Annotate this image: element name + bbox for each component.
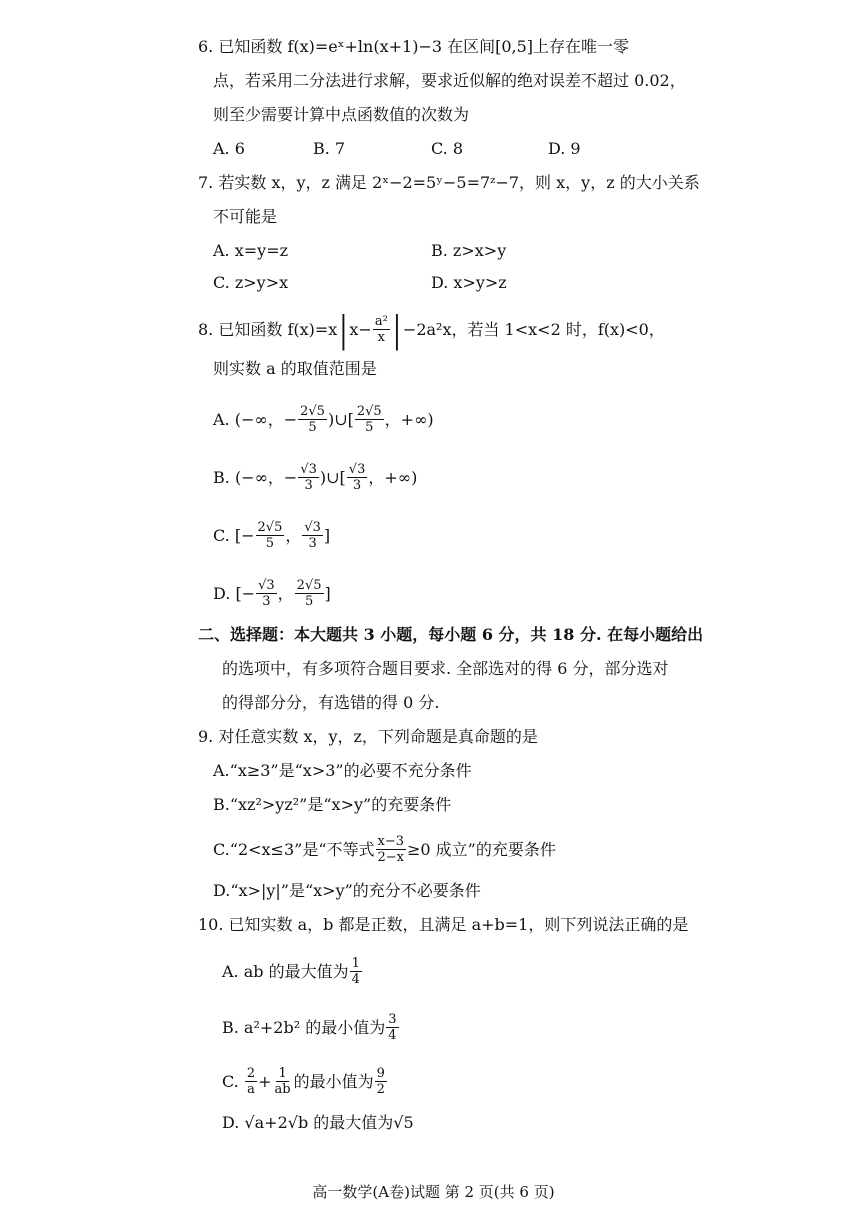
option-text: A. ab 的最大值为 [222, 961, 349, 981]
q9-option-a: A.“x≥3”是“x>3”的必要不充分条件 [213, 761, 472, 780]
frac-den: 3 [352, 478, 362, 493]
q8-prefix: 8. 已知函数 f(x)=x [198, 319, 338, 339]
q10-option-d: D. √a+2√b 的最大值为√5 [222, 1113, 414, 1132]
option-text: (−∞，− [234, 467, 298, 487]
q7-line2: 不可能是 [213, 207, 278, 226]
option-fraction [298, 462, 319, 493]
frac-num: √3 [300, 462, 317, 477]
q10-option-b [222, 1012, 400, 1043]
frac-den: 3 [308, 536, 317, 551]
option-text: [− [235, 583, 256, 603]
q10-option-c [222, 1066, 388, 1097]
frac-den: 3 [262, 594, 271, 609]
q6-line3: 则至少需要计算中点函数值的次数为 [213, 105, 470, 124]
q6-option-a: A. 6 [213, 139, 245, 158]
option-text: C.“2<x≤3”是“不等式 [213, 839, 375, 859]
frac-den: 5 [265, 536, 275, 551]
q8-line1 [198, 308, 665, 351]
option-fraction [386, 1012, 398, 1043]
option-text: ，+∞) [384, 409, 434, 429]
frac-num: 2√5 [356, 404, 382, 419]
frac-num: 2 [246, 1066, 256, 1081]
q9-option-d: D.“x>|y|”是“x>y”的充分不必要条件 [213, 881, 481, 900]
option-fraction [302, 520, 323, 551]
option-text: + [258, 1071, 272, 1091]
q7-option-b: B. z>x>y [431, 241, 507, 260]
frac-num: 2√5 [300, 404, 325, 419]
q8-suffix: −2a²x，若当 1<x<2 时，f(x)<0， [402, 319, 665, 339]
option-text: (−∞，− [234, 409, 298, 429]
frac-den: 2 [376, 1082, 385, 1097]
frac-num: 2√5 [257, 520, 283, 535]
option-text: )∪[ [327, 409, 354, 429]
frac-den: 3 [304, 478, 313, 493]
q8-frac-den: x [377, 330, 385, 345]
q8-option-a [213, 404, 434, 435]
frac-den: 5 [365, 420, 374, 435]
frac-num: 1 [278, 1066, 287, 1081]
option-text: B. a²+2b² 的最小值为 [222, 1017, 386, 1037]
option-text: ， [285, 525, 302, 545]
frac-num: √3 [304, 520, 321, 535]
q6-line1: 6. 已知函数 f(x)=eˣ+ln(x+1)−3 在区间[0,5]上存在唯一零 [198, 37, 630, 56]
option-text: 的最小值为 [293, 1071, 374, 1091]
section2-line2: 的选项中，有多项符合题目要求. 全部选对的得 6 分，部分选对 [222, 659, 669, 678]
q6-line2: 点，若采用二分法进行求解，要求近似解的绝对误差不超过 0.02， [213, 71, 686, 90]
q8-line2: 则实数 a 的取值范围是 [213, 359, 377, 378]
option-fraction [376, 834, 407, 865]
q7-option-d: D. x>y>z [431, 273, 507, 292]
q7-option-a: A. x=y=z [213, 241, 289, 260]
frac-num: 3 [388, 1012, 397, 1027]
q7-option-c: C. z>y>x [213, 273, 289, 292]
q8-frac-num: a² [374, 314, 388, 329]
frac-den: ab [274, 1082, 291, 1097]
q7-line1: 7. 若实数 x，y，z 满足 2ˣ−2=5ʸ−5=7ᶻ−7，则 x，y，z 的大小关系 [198, 173, 700, 192]
option-text: ] [323, 525, 331, 545]
page-footer: 高一数学(A卷)试题 第 2 页(共 6 页) [312, 1183, 555, 1201]
option-fraction [347, 462, 368, 493]
option-text: [− [234, 525, 255, 545]
frac-den: 5 [308, 420, 317, 435]
frac-den: 4 [388, 1028, 397, 1043]
q6-option-b: B. 7 [313, 139, 346, 158]
q8-fraction [373, 314, 390, 345]
option-fraction [350, 956, 362, 987]
frac-num: √3 [258, 578, 275, 593]
q6-option-c: C. 8 [431, 139, 464, 158]
option-fraction [256, 578, 277, 609]
option-label: B. [213, 467, 230, 487]
section2-line1: 二、选择题：本大题共 3 小题，每小题 6 分，共 18 分. 在每小题给出 [198, 625, 704, 644]
option-label: A. [213, 409, 230, 429]
frac-num: √3 [348, 462, 366, 477]
option-label: D. [213, 583, 231, 603]
q8-option-b [213, 462, 417, 493]
option-fraction [245, 1066, 257, 1097]
frac-num: x−3 [377, 834, 404, 849]
q10-option-a [222, 956, 363, 987]
q10-stem: 10. 已知实数 a，b 都是正数，且满足 a+b=1，则下列说法正确的是 [198, 915, 689, 934]
frac-den: a [247, 1082, 255, 1097]
q8-option-d [213, 578, 331, 609]
frac-den: 2−x [377, 850, 404, 865]
abs-bar-left: | [339, 308, 348, 351]
option-text: ， [277, 583, 294, 603]
frac-den: 4 [351, 972, 360, 987]
q6-option-d: D. 9 [548, 139, 581, 158]
option-text: ，+∞) [368, 467, 418, 487]
option-fraction [256, 520, 285, 551]
option-fraction [295, 578, 324, 609]
q8-option-c [213, 520, 330, 551]
option-text: )∪[ [319, 467, 346, 487]
frac-den: 5 [304, 594, 314, 609]
option-fraction [298, 404, 327, 435]
option-text: ≥0 成立”的充要条件 [407, 839, 556, 859]
q9-option-b: B.“xz²>yz²”是“x>y”的充要条件 [213, 795, 452, 814]
frac-num: 9 [376, 1066, 385, 1081]
section2-line3: 的得部分分，有选错的得 0 分. [222, 693, 440, 712]
option-label: C. [222, 1071, 239, 1091]
option-fraction [273, 1066, 293, 1097]
q9-option-c [213, 834, 556, 865]
abs-bar-right: | [392, 308, 401, 351]
option-label: C. [213, 525, 230, 545]
option-text: ] [324, 583, 331, 603]
q9-stem: 9. 对任意实数 x，y，z，下列命题是真命题的是 [198, 727, 538, 746]
option-fraction [355, 404, 384, 435]
frac-num: 1 [351, 956, 360, 971]
frac-num: 2√5 [296, 578, 322, 593]
option-fraction [375, 1066, 387, 1097]
q8-abs-inner: x− [349, 319, 372, 339]
